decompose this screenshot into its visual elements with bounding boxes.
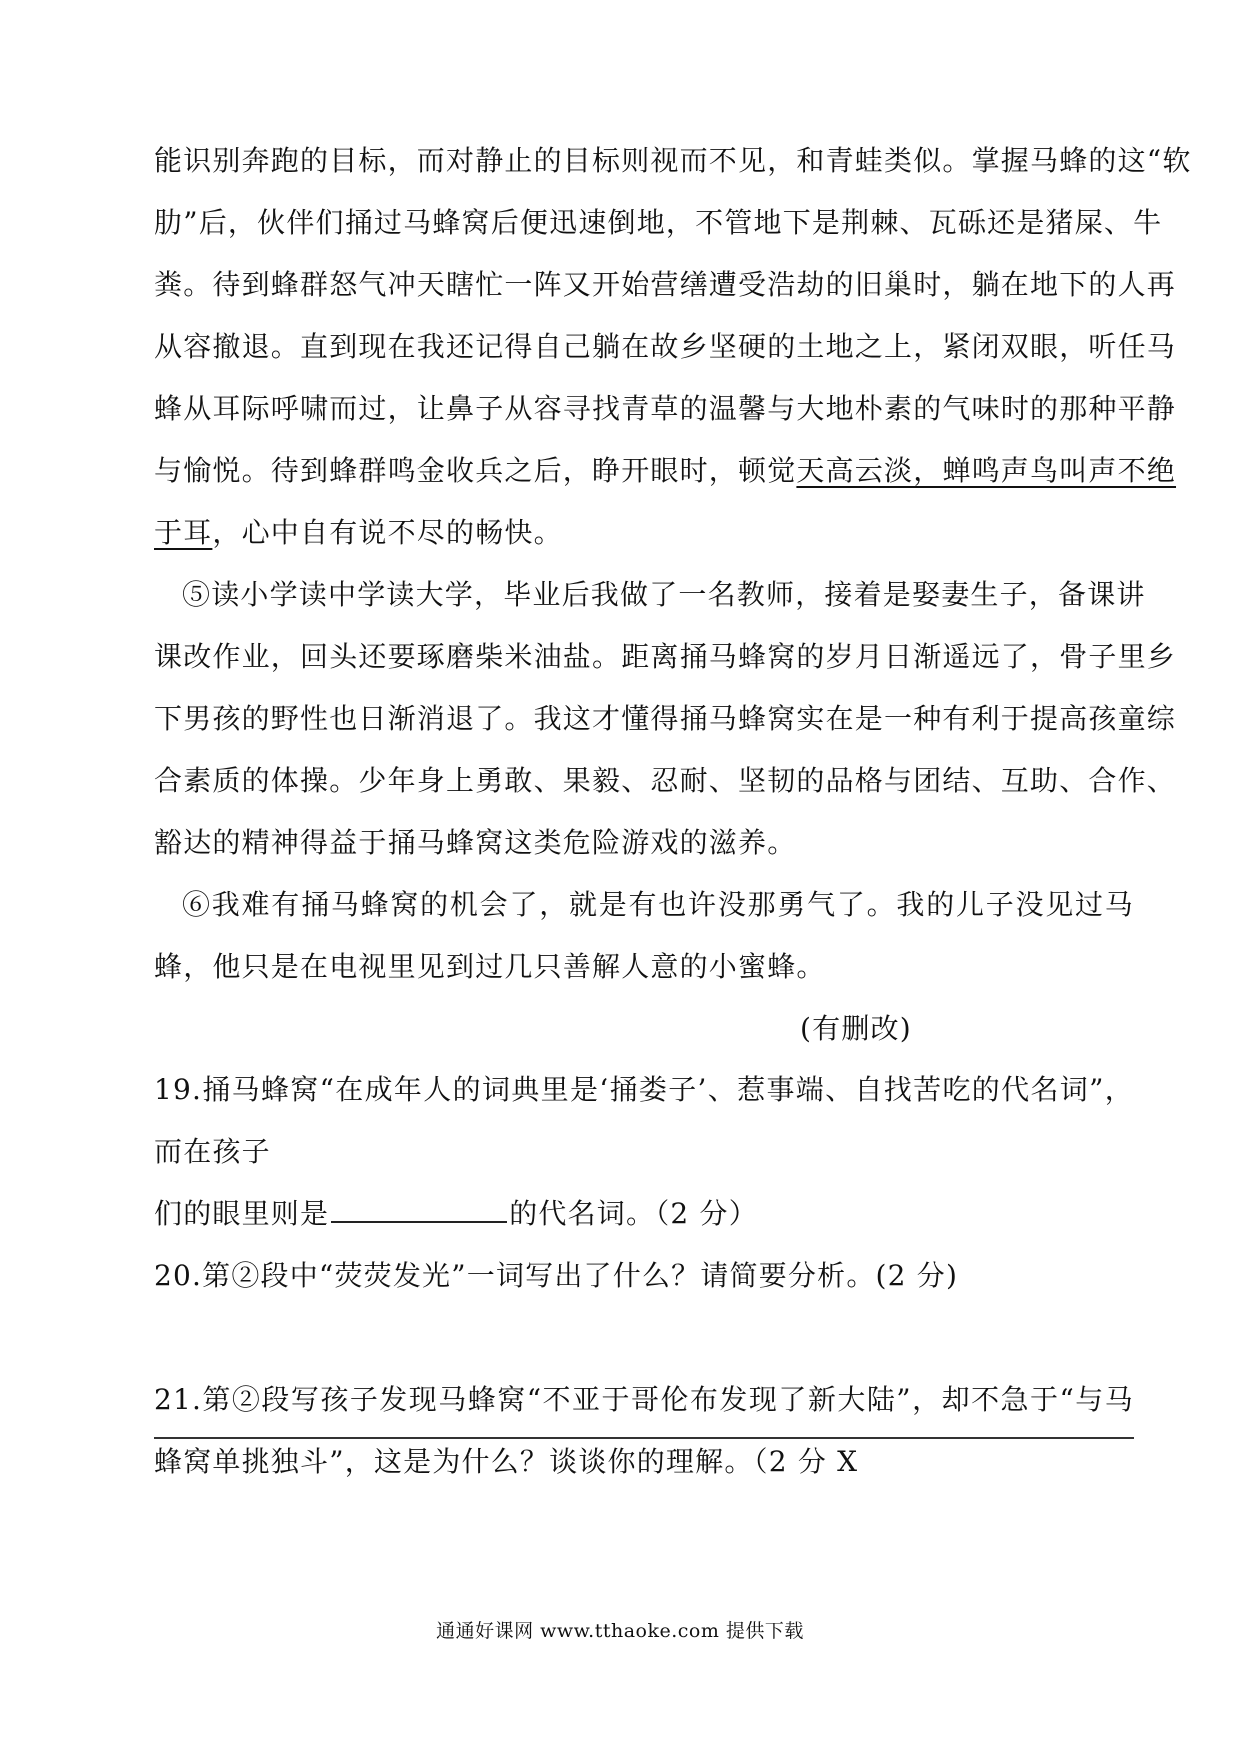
passage-line (154, 513, 563, 553)
question-20: 20.第②段中“荧荧发光”一词写出了什么？请简要分析。(2 分) (154, 1259, 959, 1292)
passage-line: ⑤读小学读中学读大学，毕业后我做了一名教师，接着是娶妻生子，备课讲 (182, 578, 1146, 611)
passage-text: 与愉悦。待到蜂群鸣金收兵之后，睁开眼时，顿觉 (154, 454, 797, 487)
passage-line (154, 451, 1177, 491)
page-footer: 通通好课网 www.tthaoke.com 提供下载 (436, 1620, 804, 1642)
passage-line: 课改作业，回头还要琢磨柴米油盐。距离捅马蜂窝的岁月日渐遥远了，骨子里乡 (154, 640, 1177, 673)
question-21: 21.第②段写孩子发现马蜂窝“不亚于哥伦布发现了新大陆”，却不急于“与马 (154, 1383, 1134, 1416)
passage-text: ，心中自有说不尽的畅快。 (212, 516, 563, 549)
passage-line: 合素质的体操。少年身上勇敢、果毅、忍耐、坚韧的品格与团结、互助、合作、 (154, 764, 1177, 797)
question-text: 们的眼里则是 (154, 1197, 330, 1230)
passage-line: ⑥我难有捅马蜂窝的机会了，就是有也许没那勇气了。我的儿子没见过马 (182, 888, 1134, 921)
question-19-cont (154, 1194, 758, 1234)
passage-line: 肋”后，伙伴们捅过马蜂窝后便迅速倒地，不管地下是荆棘、瓦砾还是猪屎、牛 (154, 206, 1163, 239)
passage-line: 粪。待到蜂群怒气冲天瞎忙一阵又开始营缮遭受浩劫的旧巢时，躺在地下的人再 (154, 268, 1177, 301)
source-note: (有删改) (800, 1012, 912, 1045)
passage-line: 蜂从耳际呼啸而过，让鼻子从容寻找青草的温馨与大地朴素的气味时的那种平静 (154, 392, 1177, 425)
answer-blank[interactable] (331, 1197, 507, 1223)
question-19: 19.捅马蜂窝“在成年人的词典里是‘捅娄子’、惹事端、自找苦吃的代名词”， (154, 1073, 1134, 1106)
answer-line[interactable] (154, 1437, 1134, 1439)
passage-line: 从容撤退。直到现在我还记得自己躺在故乡坚硬的土地之上，紧闭双眼，听任马 (154, 330, 1177, 363)
question-21-cont: 蜂窝单挑独斗”，这是为什么？谈谈你的理解。（2 分 X (154, 1445, 859, 1478)
question-19-cont: 而在孩子 (154, 1135, 271, 1168)
underlined-phrase: 于耳 (154, 516, 213, 549)
passage-line: 下男孩的野性也日渐消退了。我这才懂得捅马蜂窝实在是一种有利于提高孩童综 (154, 702, 1177, 735)
passage-line: 蜂，他只是在电视里见到过几只善解人意的小蜜蜂。 (154, 950, 826, 983)
question-text: 的代名词。（2 分） (509, 1197, 758, 1230)
passage-line: 豁达的精神得益于捅马蜂窝这类危险游戏的滋养。 (154, 826, 797, 859)
underlined-phrase: 天高云淡，蝉鸣声鸟叫声不绝 (796, 454, 1177, 487)
passage-line: 能识别奔跑的目标，而对静止的目标则视而不见，和青蛙类似。掌握马蜂的这“软 (154, 144, 1192, 177)
